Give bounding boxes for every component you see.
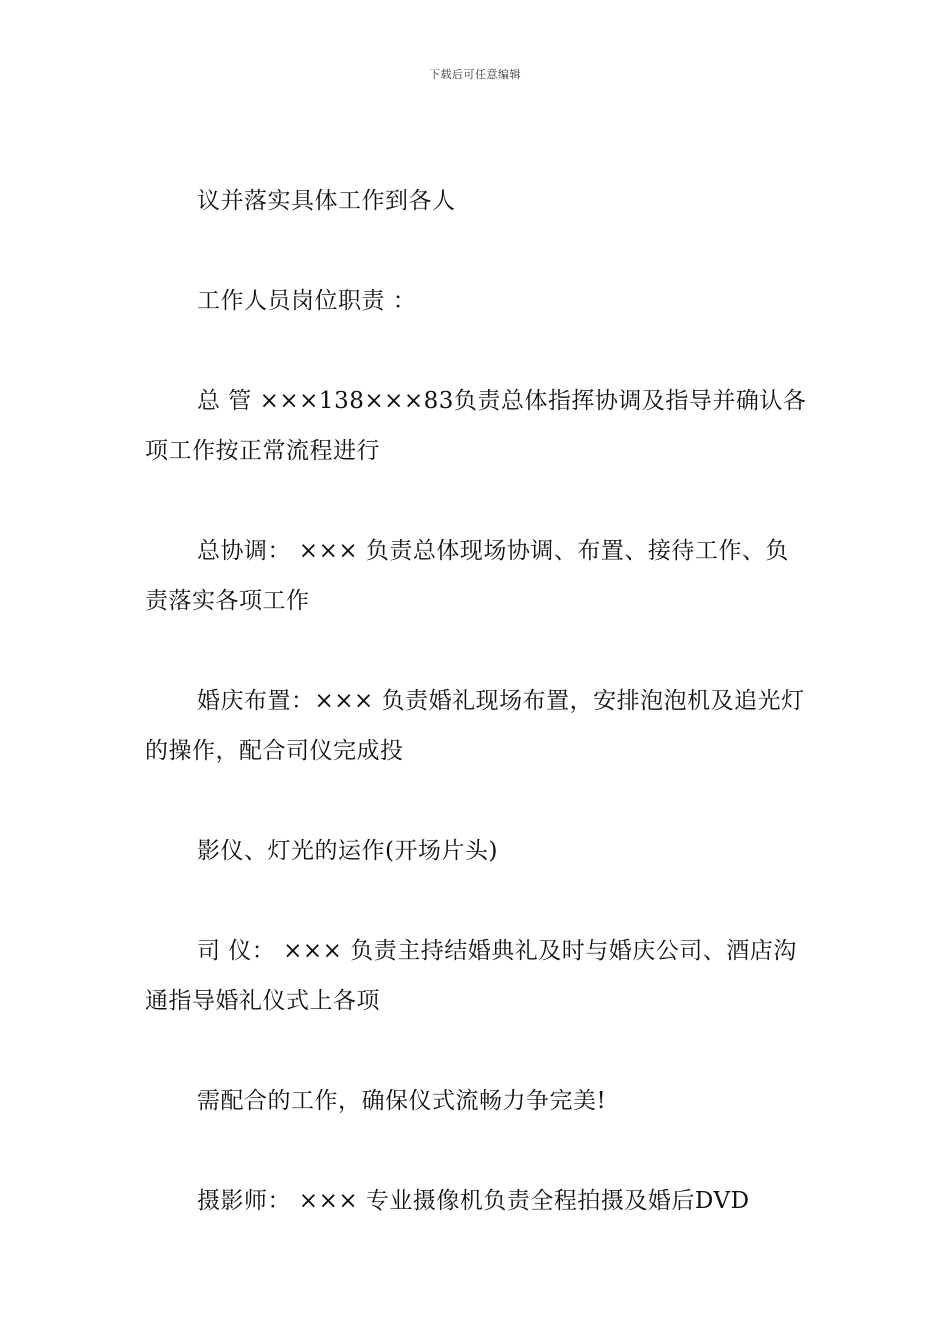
paragraph-host: 司 仪： ××× 负责主持结婚典礼及时与婚庆公司、酒店沟通指导婚礼仪式上各项 bbox=[145, 938, 797, 1014]
document-body bbox=[145, 176, 810, 1226]
paragraph-photographer: 摄影师： ××× 专业摄像机负责全程拍摄及婚后DVD bbox=[197, 1188, 750, 1214]
paragraph-duties-heading: 工作人员岗位职责 ： bbox=[197, 288, 417, 314]
paragraph-assignment: 议并落实具体工作到各人 bbox=[197, 188, 456, 214]
page-header: 下载后可任意编辑 bbox=[429, 68, 521, 81]
paragraph-projector-lighting: 影仪、灯光的运作(开场片头) bbox=[197, 838, 498, 864]
paragraph-wedding-setup: 婚庆布置：××× 负责婚礼现场布置，安排泡泡机及追光灯的操作，配合司仪完成投 bbox=[145, 688, 805, 764]
paragraph-coordinator: 总协调： ××× 负责总体现场协调、布置、接待工作、负责落实各项工作 bbox=[145, 538, 789, 614]
paragraph-host-cooperation: 需配合的工作，确保仪式流畅力争完美! bbox=[197, 1088, 607, 1114]
paragraph-general-manager: 总 管 ×××138×××83负责总体指挥协调及指导并确认各项工作按正常流程进行 bbox=[145, 388, 807, 464]
